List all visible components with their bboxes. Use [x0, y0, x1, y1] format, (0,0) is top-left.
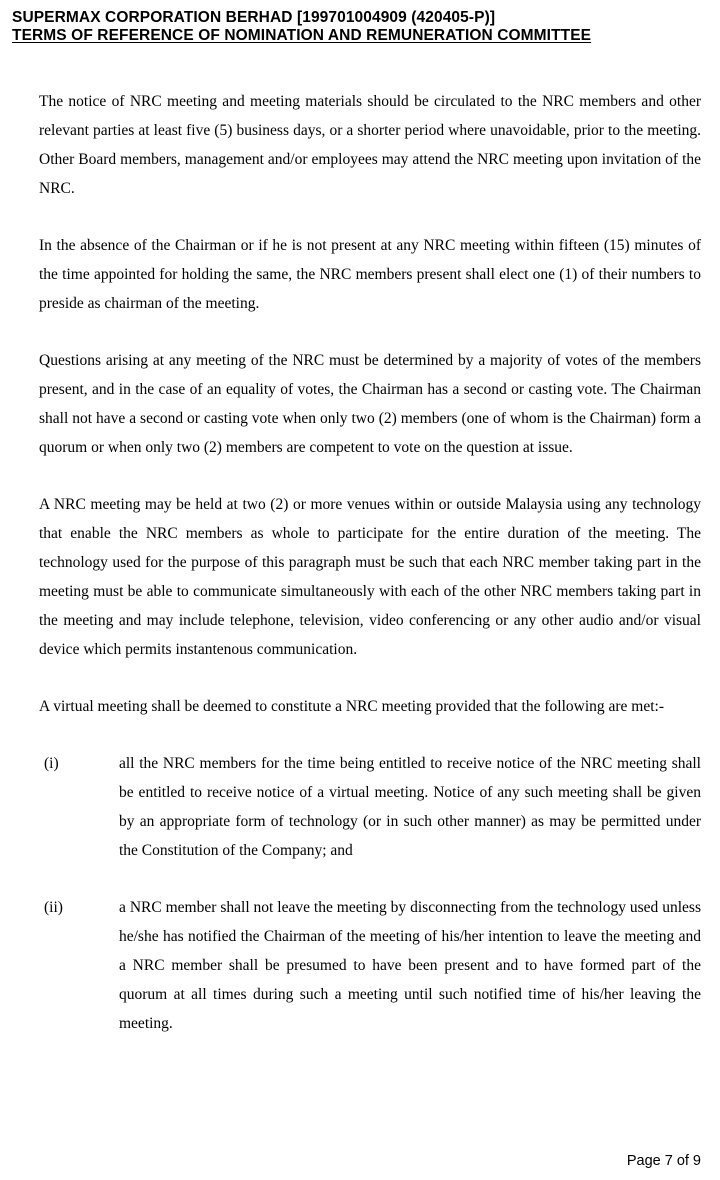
paragraph-notice: The notice of NRC meeting and meeting materials should be circulated to the NRC members and other relevant parties at least five (5) business days, or a shorter period where unavoidable, prior to the meeting. Other Board members, management and/or employees may attend the NRC meeting upon invitation of the NRC. — [39, 93, 701, 197]
company-title: SUPERMAX CORPORATION BERHAD [199701004909 (420405-P)] — [12, 9, 496, 26]
list-item-text: a NRC member shall not leave the meeting by disconnecting from the technology used unless he/she has notified the Chairman of the meeting of his/her intention to leave the meeting and a NRC member shall be presumed to have been present and to have formed part of the quorum at all times during such a meeting until such notified time of his/her leaving the meeting. — [119, 899, 701, 1032]
list-item — [39, 893, 701, 1038]
document-title: TERMS OF REFERENCE OF NOMINATION AND REMUNERATION COMMITTEE — [12, 27, 592, 44]
paragraph-virtual-meeting: A virtual meeting shall be deemed to constitute a NRC meeting provided that the following are met:- — [39, 698, 665, 715]
list-item — [39, 749, 701, 865]
page-number: Page 7 of 9 — [626, 1153, 701, 1169]
list-item-number: (i) — [44, 755, 59, 772]
paragraph-chairman-absence: In the absence of the Chairman or if he is not present at any NRC meeting within fifteen (15) minutes of the time appointed for holding the same, the NRC members present shall elect one (1) of their numbers to preside as chairman of the meeting. — [39, 237, 701, 312]
list-item-number: (ii) — [44, 899, 63, 916]
list-item-text: all the NRC members for the time being entitled to receive notice of the NRC meeting shall be entitled to receive notice of a virtual meeting. Notice of any such meeting shall be given by an appropriate form of technology (or in such other manner) as may be permitted under the Constitution of the Company; and — [119, 755, 701, 859]
paragraph-voting: Questions arising at any meeting of the NRC must be determined by a majority of votes of the members present, and in the case of an equality of votes, the Chairman has a second or casting vote. The Chairman shall not have a second or casting vote when only two (2) members (one of whom is the Chairman) form a quorum or when only two (2) members are competent to vote on the question at issue. — [39, 352, 701, 456]
paragraph-venues: A NRC meeting may be held at two (2) or more venues within or outside Malaysia using any technology that enable the NRC members as whole to participate for the entire duration of the meeting. The technology used for the purpose of this paragraph must be such that each NRC member taking part in the meeting must be able to communicate simultaneously with each of the other NRC members taking part in the meeting and may include telephone, television, video conferencing or any other audio and/or visual device which permits instantenous communication. — [39, 496, 701, 658]
document-header — [12, 9, 591, 45]
document-body — [39, 87, 701, 1066]
